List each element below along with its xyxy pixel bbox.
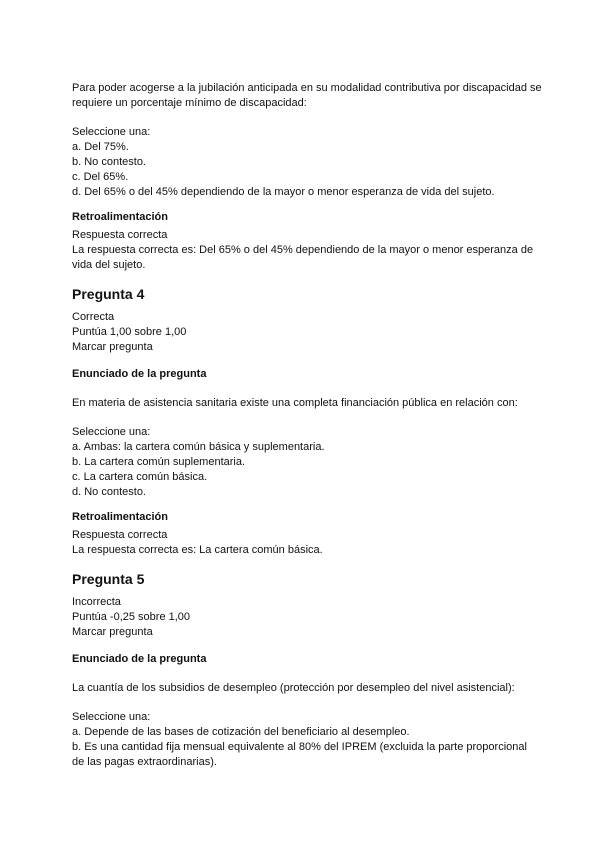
q3-prompt: Para poder acogerse a la jubilación anticipada en su modalidad contributiva por discapacidad se requiere un porcentaje mínimo de discapacidad:: [72, 82, 542, 109]
q4-option-a: a. Ambas: la cartera común básica y suplementaria.: [72, 441, 325, 453]
q3-feedback: [72, 228, 542, 273]
q4-flag-question-link[interactable]: Marcar pregunta: [72, 341, 153, 353]
q3-select-label: Seleccione una:: [72, 126, 151, 138]
q4-feedback-answer: La respuesta correcta es: La cartera común básica.: [72, 544, 323, 556]
q3-answer-options: [72, 125, 542, 200]
q5-prompt: La cuantía de los subsidios de desempleo (protección por desempleo del nivel asistencial):: [72, 682, 515, 694]
q3-feedback-status: Respuesta correcta: [72, 229, 168, 241]
q5-title: Pregunta 5: [72, 571, 145, 587]
q4-option-d: d. No contesto.: [72, 486, 146, 498]
q4-answer-options: [72, 425, 542, 500]
q3-option-a: a. Del 75%.: [72, 141, 129, 153]
q3-feedback-answer: La respuesta correcta es: Del 65% o del 45% dependiendo de la mayor o menor esperanza de vida del sujeto.: [72, 244, 534, 271]
q4-score: Puntúa 1,00 sobre 1,00: [72, 326, 187, 338]
q4-prompt: En materia de asistencia sanitaria existe una completa financiación pública en relación con:: [72, 397, 518, 409]
q5-status: Incorrecta: [72, 596, 121, 608]
q3-option-b: b. No contesto.: [72, 156, 146, 168]
q5-option-a: a. Depende de las bases de cotización del beneficiario al desempleo.: [72, 726, 410, 738]
q3-feedback-title: Retroalimentación: [72, 211, 168, 223]
q4-meta: [72, 310, 542, 355]
q4-feedback-status: Respuesta correcta: [72, 529, 168, 541]
q4-feedback-title: Retroalimentación: [72, 511, 168, 523]
q5-select-label: Seleccione una:: [72, 711, 151, 723]
q5-meta: [72, 595, 542, 640]
q4-feedback: [72, 528, 542, 558]
q5-flag-question-link[interactable]: Marcar pregunta: [72, 626, 153, 638]
q3-option-d: d. Del 65% o del 45% dependiendo de la mayor o menor esperanza de vida del sujeto.: [72, 186, 495, 198]
q5-statement-title: Enunciado de la pregunta: [72, 653, 207, 665]
q3-option-c: c. Del 65%.: [72, 171, 129, 183]
q4-title: Pregunta 4: [72, 286, 145, 302]
q4-option-b: b. La cartera común suplementaria.: [72, 456, 246, 468]
q4-select-label: Seleccione una:: [72, 426, 151, 438]
q5-answer-options: [72, 710, 542, 770]
q4-statement-title: Enunciado de la pregunta: [72, 368, 207, 380]
q5-option-b: b. Es una cantidad fija mensual equivalente al 80% del IPREM (excluida la parte proporcional de las pagas extraordinarias).: [72, 741, 527, 768]
q5-score: Puntúa -0,25 sobre 1,00: [72, 611, 191, 623]
q4-option-c: c. La cartera común básica.: [72, 471, 208, 483]
q4-status: Correcta: [72, 311, 115, 323]
quiz-review-page: [72, 81, 542, 780]
